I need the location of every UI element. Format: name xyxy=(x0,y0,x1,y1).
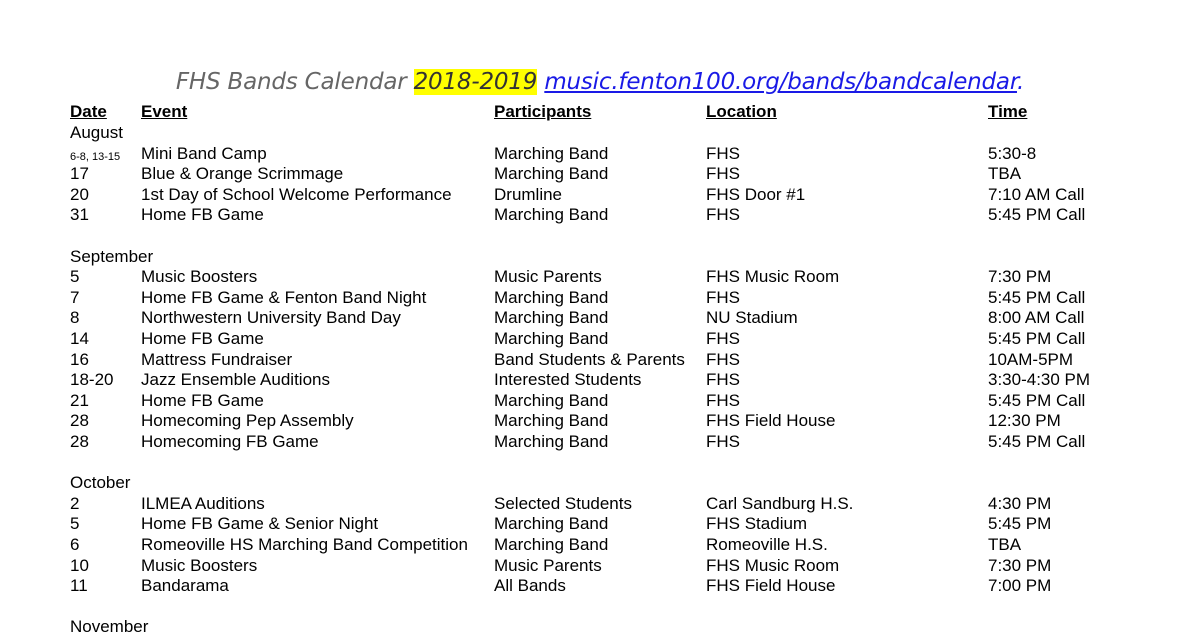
row-event: Home FB Game & Senior Night xyxy=(141,514,379,534)
row-event: Northwestern University Band Day xyxy=(141,308,401,328)
row-event: Mini Band Camp xyxy=(141,143,267,163)
row-participants: Marching Band xyxy=(494,329,609,348)
row-date: 8 xyxy=(70,308,80,328)
row-date: 10 xyxy=(70,555,89,575)
row-event: Jazz Ensemble Auditions xyxy=(141,370,330,390)
row-date: 7 xyxy=(70,287,80,307)
title-period: . xyxy=(1016,69,1025,95)
row-date: 28 xyxy=(70,411,89,431)
row-location: FHS xyxy=(706,432,740,451)
row-time: 4:30 PM xyxy=(988,493,1052,513)
row-participants: Marching Band xyxy=(494,411,609,431)
row-participants: Marching Band xyxy=(494,287,609,307)
row-time: 12:30 PM xyxy=(988,411,1061,431)
row-time: 7:30 PM xyxy=(988,267,1052,287)
row-time: 5:45 PM Call xyxy=(988,205,1086,225)
row-event: Home FB Game xyxy=(141,329,264,348)
row-event: Home FB Game xyxy=(141,205,264,225)
row-participants: Music Parents xyxy=(494,267,602,287)
row-participants: Marching Band xyxy=(494,205,609,225)
row-participants: Marching Band xyxy=(494,308,609,328)
month-heading: October xyxy=(70,473,131,493)
row-date: 18-20 xyxy=(70,370,114,390)
row-location: FHS Door #1 xyxy=(706,184,806,204)
row-date: 6 xyxy=(70,535,80,554)
row-event: Music Boosters xyxy=(141,555,258,575)
row-participants: Selected Students xyxy=(494,493,632,513)
calendar-title xyxy=(0,69,1200,95)
row-location: FHS Music Room xyxy=(706,267,840,287)
month-heading: September xyxy=(70,246,154,266)
row-participants: Marching Band xyxy=(494,432,609,451)
row-date: 20 xyxy=(70,184,89,204)
title-year-highlight: 2018-2019 xyxy=(413,69,538,95)
month-heading: November xyxy=(70,617,149,637)
row-location: FHS xyxy=(706,287,740,307)
row-location: FHS Field House xyxy=(706,576,836,596)
row-participants: Marching Band xyxy=(494,143,609,163)
row-time: 8:00 AM Call xyxy=(988,308,1085,328)
row-time: 5:45 PM Call xyxy=(988,329,1086,348)
row-date: 17 xyxy=(70,164,89,184)
row-date: 28 xyxy=(70,432,89,451)
row-event: Home FB Game xyxy=(141,390,264,410)
row-date: 16 xyxy=(70,349,89,369)
row-time: TBA xyxy=(988,164,1022,184)
row-time: 7:10 AM Call xyxy=(988,184,1085,204)
title-text: FHS Bands Calendar xyxy=(175,69,414,95)
row-participants: Band Students & Parents xyxy=(494,349,685,369)
row-time: 5:45 PM Call xyxy=(988,390,1086,410)
row-time: 10AM-5PM xyxy=(988,349,1074,369)
row-location: FHS xyxy=(706,329,740,348)
row-time: 5:30-8 xyxy=(988,143,1037,163)
row-date: 5 xyxy=(70,514,80,534)
row-event: Romeoville HS Marching Band Competition xyxy=(141,535,468,554)
header-date: Date xyxy=(70,102,107,121)
header-event: Event xyxy=(141,102,188,121)
row-event: Home FB Game & Fenton Band Night xyxy=(141,287,427,307)
row-date: 14 xyxy=(70,329,89,348)
row-event: Blue & Orange Scrimmage xyxy=(141,164,344,184)
row-location: Romeoville H.S. xyxy=(706,535,828,554)
row-location: FHS Field House xyxy=(706,411,836,431)
row-time: 5:45 PM Call xyxy=(988,287,1086,307)
row-participants: Interested Students xyxy=(494,370,642,390)
header-participants: Participants xyxy=(494,102,592,121)
row-event: ILMEA Auditions xyxy=(141,493,265,513)
row-participants: Drumline xyxy=(494,184,563,204)
row-location: NU Stadium xyxy=(706,308,798,328)
row-time: 7:30 PM xyxy=(988,555,1052,575)
row-participants: Marching Band xyxy=(494,164,609,184)
row-participants: All Bands xyxy=(494,576,566,596)
row-date: 6-8, 13-15 xyxy=(70,150,121,163)
row-event: Homecoming Pep Assembly xyxy=(141,411,354,431)
row-time: 3:30-4:30 PM xyxy=(988,370,1091,390)
row-location: FHS xyxy=(706,370,740,390)
row-date: 2 xyxy=(70,493,80,513)
row-event: Homecoming FB Game xyxy=(141,432,319,451)
row-location: Carl Sandburg H.S. xyxy=(706,493,854,513)
row-event: Bandarama xyxy=(141,576,229,596)
row-date: 11 xyxy=(70,576,88,596)
row-time: TBA xyxy=(988,535,1022,554)
row-participants: Marching Band xyxy=(494,514,609,534)
row-time: 7:00 PM xyxy=(988,576,1052,596)
row-participants: Music Parents xyxy=(494,555,602,575)
row-location: FHS xyxy=(706,349,740,369)
row-time: 5:45 PM Call xyxy=(988,432,1086,451)
row-location: FHS Music Room xyxy=(706,555,840,575)
row-location: FHS xyxy=(706,164,740,184)
row-date: 31 xyxy=(70,205,89,225)
row-date: 5 xyxy=(70,267,80,287)
header-time: Time xyxy=(988,102,1028,121)
row-event: Music Boosters xyxy=(141,267,258,287)
row-location: FHS Stadium xyxy=(706,514,808,534)
row-participants: Marching Band xyxy=(494,390,609,410)
row-time: 5:45 PM xyxy=(988,514,1052,534)
month-heading: August xyxy=(70,123,123,142)
row-location: FHS xyxy=(706,143,740,163)
row-event: Mattress Fundraiser xyxy=(141,349,293,369)
header-location: Location xyxy=(706,102,777,121)
row-location: FHS xyxy=(706,205,740,225)
row-participants: Marching Band xyxy=(494,535,609,554)
row-date: 21 xyxy=(70,390,89,410)
calendar-link[interactable]: music.fenton100.org/bands/bandcalendar xyxy=(544,69,1017,95)
row-location: FHS xyxy=(706,390,740,410)
row-event: 1st Day of School Welcome Performance xyxy=(141,184,452,204)
